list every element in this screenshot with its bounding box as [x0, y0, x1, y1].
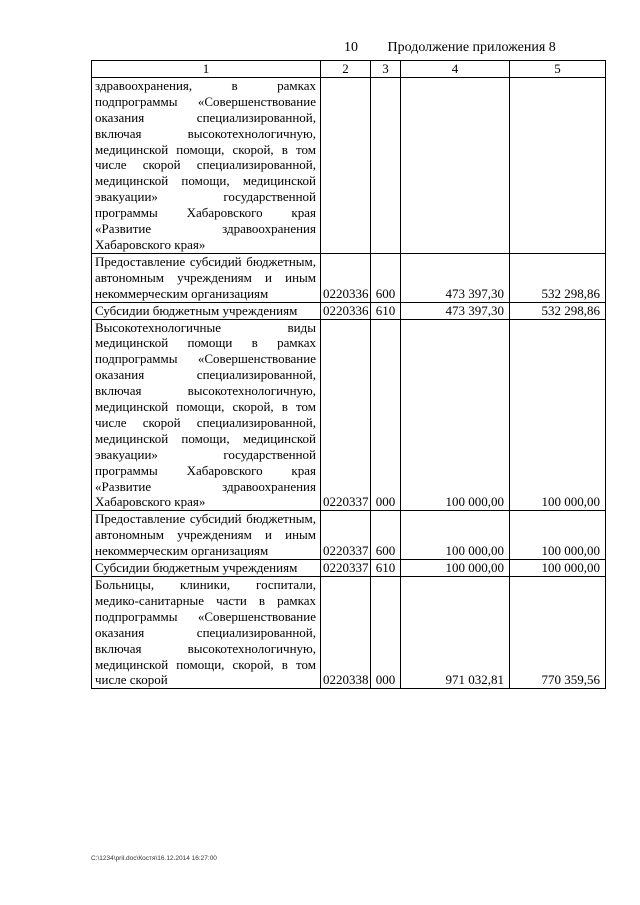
row-sum-2: 532 298,86 [510, 253, 606, 302]
row-code: 0220336 [321, 302, 371, 319]
table-row [92, 319, 606, 511]
row-type: 600 [371, 253, 401, 302]
table-row [92, 511, 606, 560]
row-sum-1: 100 000,00 [401, 319, 510, 511]
row-sum-1: 971 032,81 [401, 577, 510, 689]
table-row [92, 560, 606, 577]
column-header: 2 [321, 61, 371, 78]
row-code: 0220336 [321, 253, 371, 302]
table-row [92, 577, 606, 689]
row-name: Предоставление субсидий бюджетным, автономным учреждениям и иным некоммерческим организациям [92, 511, 321, 560]
page-number: 10 [344, 40, 358, 55]
budget-table [91, 60, 606, 689]
row-type [371, 77, 401, 253]
row-sum-2: 100 000,00 [510, 511, 606, 560]
row-sum-1: 100 000,00 [401, 511, 510, 560]
row-sum-1: 473 397,30 [401, 253, 510, 302]
row-name: Субсидии бюджетным учреждениям [92, 560, 321, 577]
row-sum-2: 100 000,00 [510, 560, 606, 577]
row-sum-2: 100 000,00 [510, 319, 606, 511]
row-type: 610 [371, 302, 401, 319]
row-sum-1: 473 397,30 [401, 302, 510, 319]
row-code: 0220338 [321, 577, 371, 689]
column-header: 1 [92, 61, 321, 78]
continuation-title: Продолжение приложения 8 [387, 40, 556, 55]
row-name: Больницы, клиники, госпитали, медико-санитарные части в рамках подпрограммы «Совершенствование оказания специализированной, включая высокотехнологичную, медицинской помощи, скорой, в том числе скорой [92, 577, 321, 689]
row-code [321, 77, 371, 253]
row-sum-1 [401, 77, 510, 253]
row-type: 000 [371, 319, 401, 511]
table-row [92, 77, 606, 253]
column-header: 3 [371, 61, 401, 78]
row-name: Высокотехнологичные виды медицинской помощи в рамках подпрограммы «Совершенствование оказания специализированной, включая высокотехнологичную, медицинской помощи, скорой, в том числе скорой специализированной, медицинской помощи, медицинской эвакуации» государственной программы Хабаровского края «Развитие здравоохранения Хабаровского края» [92, 319, 321, 511]
column-header: 5 [510, 61, 606, 78]
column-header-row [92, 61, 606, 78]
row-name: Субсидии бюджетным учреждениям [92, 302, 321, 319]
row-sum-1: 100 000,00 [401, 560, 510, 577]
row-sum-2: 532 298,86 [510, 302, 606, 319]
row-code: 0220337 [321, 560, 371, 577]
column-header: 4 [401, 61, 510, 78]
table-row [92, 302, 606, 319]
row-type: 000 [371, 577, 401, 689]
row-code: 0220337 [321, 319, 371, 511]
document-path-footer: C:\1234\pril.doc\Костя\16.12.2014 16:27:00 [91, 855, 217, 862]
row-type: 610 [371, 560, 401, 577]
page-header [344, 40, 556, 56]
row-sum-2: 770 359,56 [510, 577, 606, 689]
row-name: здравоохранения, в рамках подпрограммы «Совершенствование оказания специализированной, включая высокотехнологичную, медицинской помощи, скорой, в том числе скорой специализированной, медицинской помощи, медицинской эвакуации» государственной программы Хабаровского края «Развитие здравоохранения Хабаровского края» [92, 77, 321, 253]
table-row [92, 253, 606, 302]
row-sum-2 [510, 77, 606, 253]
row-name: Предоставление субсидий бюджетным, автономным учреждениям и иным некоммерческим организациям [92, 253, 321, 302]
row-type: 600 [371, 511, 401, 560]
row-code: 0220337 [321, 511, 371, 560]
